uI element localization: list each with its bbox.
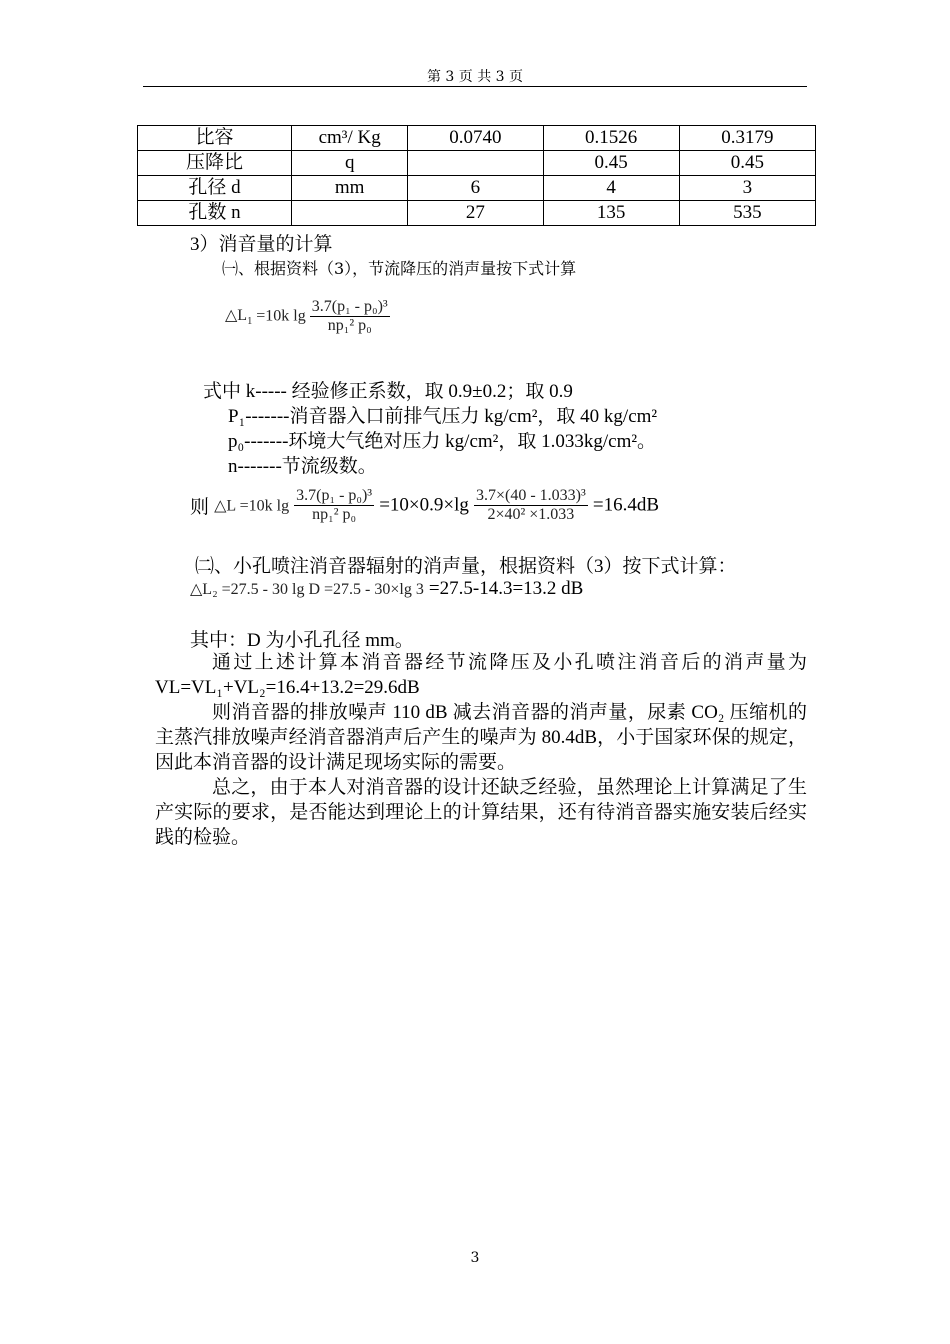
header-rule [143, 86, 807, 87]
eq2-numerator-2: 3.7×(40 - 1.033)³ [475, 487, 586, 504]
paragraph-result: 则消音器的排放噪声 110 dB 减去消音器的消声量，尿素 CO₂ 压缩机的主蒸汽排放噪声经消音器消声后产生的噪声为 80.4dB，小于国家环保的规定，因此本消音器的设计满足现场实际的需要。 [155, 702, 807, 773]
eq3-result: =27.5-14.3=13.2 dB [428, 578, 584, 599]
table-cell-v3: 0.3179 [679, 126, 815, 151]
where-note: 其中：D 为小孔孔径 mm。 [190, 630, 414, 651]
table-cell-unit: q [292, 151, 408, 176]
subsection-1-heading: ㈠、根据资料（3），节流降压的消声量按下式计算 [222, 259, 577, 278]
table-cell-v1 [408, 151, 543, 176]
equation-2 [190, 487, 659, 524]
eq1-lhs: $\triangle L_1$ [225, 307, 253, 328]
def-p1: P₁-------消音器入口前排气压力 kg/cm²，取 40 kg/cm² [228, 406, 658, 427]
table-cell-v2: 135 [543, 201, 679, 226]
eq2-denominator-2: 2×40² ×1.033 [487, 506, 575, 523]
paragraph-total-attenuation: 通过上述计算本消音器经节流降压及小孔喷注消音后的消声量为 VL=VL₁+VL₂=16.4+13.2=29.6dB [155, 652, 807, 698]
parameter-table [137, 125, 816, 226]
eq2-lhs: △L =10k lg [214, 497, 290, 515]
def-n: n-------节流级数。 [228, 456, 377, 477]
table-cell-label: 比容 [138, 126, 292, 151]
eq2-mid: =10×0.9×lg [379, 494, 469, 516]
equation-3 [190, 578, 583, 600]
table-cell-v1: 27 [408, 201, 543, 226]
table-cell-label: 孔径 d [138, 176, 292, 201]
equation-1 [225, 298, 390, 335]
table-cell-v1: 6 [408, 176, 543, 201]
eq1-denominator: np₁² p₀ [327, 317, 372, 334]
subsection-2-heading: ㈡、小孔喷注消音器辐射的消声量，根据资料（3）按下式计算： [195, 556, 737, 577]
page-header: 第 3 页 共 3 页 [426, 69, 524, 85]
table-row [138, 126, 816, 151]
eq2-result: =16.4dB [592, 494, 660, 516]
table-cell-unit: mm [292, 176, 408, 201]
section-heading: 3）消音量的计算 [190, 234, 333, 255]
eq1-mid: =10k lg [256, 307, 306, 325]
eq1-numerator: 3.7(p₁ - p₀)³ [311, 298, 388, 315]
def-k: 式中 k----- 经验修正系数，取 0.9±0.2；取 0.9 [203, 381, 573, 402]
def-p0: p₀-------环境大气绝对压力 kg/cm²，取 1.033kg/cm²。 [228, 431, 657, 452]
eq2-numerator-1: 3.7(p₁ - p₀)³ [296, 487, 373, 504]
table-row [138, 201, 816, 226]
eq2-prefix: 则 [190, 497, 210, 518]
table-cell-v3: 3 [679, 176, 815, 201]
table-cell-v3: 0.45 [679, 151, 815, 176]
table-row [138, 176, 816, 201]
page-number: 3 [470, 1250, 480, 1266]
table-cell-v1: 0.0740 [408, 126, 543, 151]
table-cell-v2: 4 [543, 176, 679, 201]
table-cell-label: 压降比 [138, 151, 292, 176]
table-cell-v2: 0.45 [543, 151, 679, 176]
table-cell-label: 孔数 n [138, 201, 292, 226]
table-row [138, 151, 816, 176]
paragraph-conclusion: 总之，由于本人对消音器的设计还缺乏经验，虽然理论上计算满足了生产实际的要求，是否能达到理论上的计算结果，还有待消音器实施安装后经实践的检验。 [155, 777, 807, 848]
table-cell-v3: 535 [679, 201, 815, 226]
table-cell-unit [292, 201, 408, 226]
table-cell-v2: 0.1526 [543, 126, 679, 151]
table-cell-unit: cm³/ Kg [292, 126, 408, 151]
eq2-denominator-1: np₁² p₀ [312, 506, 357, 523]
eq3-formula: △L₂ =27.5 - 30 lg D =27.5 - 30×lg 3 [190, 581, 424, 598]
